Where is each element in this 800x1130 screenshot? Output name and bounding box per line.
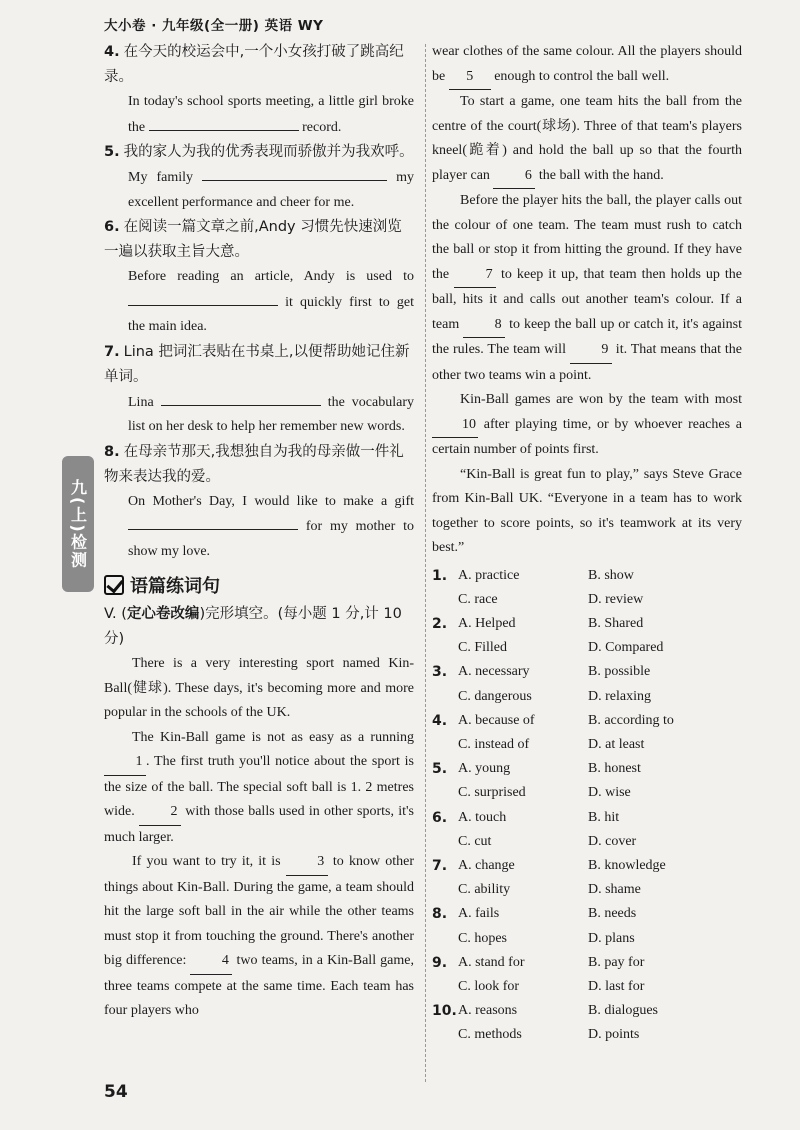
option-a[interactable]: A. fails [458,906,500,922]
option-number: 5. [432,761,448,778]
option-row [432,781,742,805]
option-c[interactable]: C. cut [458,833,492,849]
option-c[interactable]: C. ability [458,882,511,898]
option-d[interactable]: D. at least [588,736,645,752]
passage-right [432,40,742,561]
option-number: 4. [432,712,448,729]
option-row [432,564,742,588]
option-a[interactable]: A. stand for [458,954,525,970]
option-d[interactable]: D. wise [588,785,631,801]
passage-left [104,652,414,1024]
passage-paragraph [104,726,414,851]
passage-text: . The first truth you'll notice about the sport is the size of the ball. The special soft ball is 1. 2 metres wide. [104,754,414,819]
cloze-blank: 9 [570,338,612,364]
question-english-after: for my mother to show my love. [128,519,414,559]
option-number: 7. [432,857,448,874]
question-english [104,390,414,440]
passage-paragraph [432,40,742,90]
option-number: 6. [432,809,448,826]
option-c[interactable]: C. dangerous [458,688,532,704]
answer-blank[interactable] [202,165,387,181]
cloze-blank: 2 [139,800,181,826]
option-number: 2. [432,615,448,632]
option-c[interactable]: C. methods [458,1027,522,1043]
passage-text: wear clothes of the same colour. All the players should be [432,44,742,84]
option-row [432,1023,742,1047]
passage-text: two teams, in a Kin-Ball game, three teams compete at the same time. Each team has four players who [104,953,414,1018]
option-a[interactable]: A. reasons [458,1003,518,1019]
question-number: 5. [104,144,120,160]
option-b[interactable]: B. needs [588,906,637,922]
option-row [432,660,742,684]
option-row [432,709,742,733]
section-title [104,572,414,598]
option-a[interactable]: A. because of [458,712,535,728]
option-c[interactable]: C. race [458,591,498,607]
question-item [104,440,414,565]
answer-blank[interactable] [128,290,278,306]
section-title-text: 语篇练词句 [130,576,220,597]
right-column [432,40,742,1048]
passage-paragraph [432,90,742,189]
option-number: 8. [432,906,448,923]
page-header: 大小卷 · 九年级(全一册) 英语 WY [104,18,324,34]
passage-text: Kin-Ball games are won by the team with most [460,392,742,407]
passage-paragraph [432,388,742,463]
passage-text: If you want to try it, it is [132,854,286,869]
option-c[interactable]: C. look for [458,978,520,994]
option-row [432,999,742,1023]
passage-text: to keep the ball up or catch it, it's against the rules. The team will [432,316,742,357]
option-row [432,806,742,830]
option-number-spacer [432,588,458,612]
question-number: 8. [104,443,120,460]
passage-paragraph [432,189,742,388]
passage-text: Before the player hits the ball, the player calls out the colour of one team. The team must rush to catch the ball or stop it from hitting the ground. If they have the [432,193,742,282]
option-d[interactable]: D. review [588,591,644,607]
question-item [104,340,414,440]
option-number-spacer [432,1023,458,1047]
question-chinese-text: Lina 把词汇表贴在书桌上,以便帮助她记住新单词。 [104,343,410,385]
question-chinese [104,215,414,265]
option-number: 10. [432,1003,457,1020]
option-row [432,588,742,612]
question-number: 6. [104,219,120,235]
option-number-spacer [432,878,458,902]
cloze-blank: 7 [454,263,496,289]
option-row [432,854,742,878]
options-list [432,564,742,1048]
option-row [432,830,742,854]
question-english [104,90,414,140]
question-chinese-text: 在母亲节那天,我想独自为我的母亲做一件礼物来表达我的爱。 [104,443,404,485]
option-row [432,685,742,709]
option-row [432,878,742,902]
option-number: 1. [432,567,448,584]
question-chinese-text: 我的家人为我的优秀表现而骄傲并为我欢呼。 [123,144,414,160]
question-item [104,215,414,340]
translation-questions [104,40,414,564]
option-row [432,951,742,975]
cloze-instruction: V. (定心卷改编)完形填空。(每小题 1 分,计 10 分) [104,606,402,647]
passage-paragraph [432,463,742,561]
option-row [432,975,742,999]
option-row [432,733,742,757]
option-d[interactable]: D. last for [588,978,645,994]
option-number-spacer [432,781,458,805]
question-english [104,490,414,565]
question-english-after: it quickly first to get the main idea. [128,294,414,334]
cloze-blank: 8 [463,313,505,339]
question-english-before: On Mother's Day, I would like to make a gift [128,493,414,509]
question-english [104,265,414,340]
option-row [432,927,742,951]
question-chinese-text: 在阅读一篇文章之前,Andy 习惯先快速浏览一遍以获取主旨大意。 [104,219,402,260]
option-d[interactable]: D. cover [588,833,637,849]
passage-text: The Kin-Ball game is not as easy as a running [132,729,414,745]
passage-paragraph [104,652,414,726]
option-b[interactable]: B. dialogues [588,1003,658,1019]
question-chinese [104,440,414,490]
option-number: 9. [432,954,448,971]
option-a[interactable]: A. young [458,761,511,777]
left-column [104,40,414,1024]
answer-blank[interactable] [128,514,298,530]
option-d[interactable]: D. relaxing [588,688,651,704]
option-number: 3. [432,664,448,681]
cloze-blank: 1 [104,750,146,776]
question-chinese [104,40,414,90]
question-number: 7. [104,343,120,360]
answer-blank[interactable] [161,390,321,406]
question-english-after: the vocabulary list on her desk to help her remember new words. [128,394,414,434]
side-tab: 九(上)检测 [62,456,94,592]
option-c[interactable]: C. instead of [458,736,530,752]
cloze-blank: 5 [449,65,491,91]
option-b[interactable]: B. according to [588,712,674,728]
cloze-blank: 4 [190,949,232,975]
option-a[interactable]: A. necessary [458,664,530,680]
passage-text: enough to control the ball well. [490,68,670,84]
passage-text: it. That means that the other two teams win a point. [432,342,742,383]
checkmark-icon [104,575,124,595]
option-b[interactable]: B. possible [588,664,651,680]
question-number: 4. [104,44,120,60]
option-c[interactable]: C. Filled [458,640,508,656]
option-c[interactable]: C. surprised [458,785,526,801]
question-chinese [104,340,414,390]
question-chinese [104,140,414,165]
option-b[interactable]: B. hit [588,809,620,825]
column-divider [425,44,426,1082]
question-english [104,165,414,215]
passage-text: to know other things about Kin-Ball. During the game, a team should hit the large soft ball in the air while the other teams must stop it from touching the ground. There's another big difference: [104,854,414,968]
option-number-spacer [432,830,458,854]
option-b[interactable]: B. honest [588,761,641,777]
instruction-source: 定心卷改编 [126,606,200,622]
question-english-before: My family [128,170,194,185]
cloze-blank: 3 [286,850,328,876]
option-a[interactable]: A. change [458,857,515,873]
passage-text: to keep it up, that team then holds up the ball, hits it and calls out another team's colour. If a team [432,266,742,332]
option-number-spacer [432,685,458,709]
option-number-spacer [432,636,458,660]
option-number-spacer [432,927,458,951]
option-b[interactable]: B. Shared [588,615,644,631]
passage-text: To start a game, one team hits the ball from the centre of the court(球场). Three of that team's players kneel(跪着) and hold the ball up so that the fourth player can [432,94,742,183]
option-c[interactable]: C. hopes [458,930,507,946]
question-item [104,140,414,215]
question-english-after: record. [302,119,342,135]
option-a[interactable]: A. practice [458,567,520,583]
option-d[interactable]: D. plans [588,930,635,946]
option-a[interactable]: A. Helped [458,615,516,631]
question-english-before: Lina [128,394,154,410]
passage-text: with those balls used in other sports, it's much larger. [104,804,414,845]
passage-text: “Kin-Ball is great fun to play,” says Steve Grace from Kin-Ball UK. “Everyone in a team has to work together to score points, so it's teamwork at its very best.” [432,466,742,555]
option-row [432,612,742,636]
cloze-blank: 10 [432,413,478,439]
page-number: 54 [104,1082,128,1102]
question-item [104,40,414,140]
option-number-spacer [432,975,458,999]
passage-paragraph [104,850,414,1024]
option-d[interactable]: D. points [588,1027,640,1043]
option-row [432,636,742,660]
answer-blank[interactable] [149,115,299,131]
question-english-after: my excellent performance and cheer for me. [128,170,415,210]
option-b[interactable]: B. pay for [588,954,645,970]
question-english-before: In today's school sports meeting, a little girl broke the [128,94,414,135]
option-row [432,902,742,926]
passage-text: There is a very interesting sport named Kin-Ball(健球). These days, it's becoming more and more popular in the schools of the UK. [104,656,414,720]
question-english-before: Before reading an article, Andy is used to [128,269,414,284]
option-a[interactable]: A. touch [458,809,507,825]
option-number-spacer [432,733,458,757]
question-chinese-text: 在今天的校运会中,一个小女孩打破了跳高纪录。 [104,44,404,85]
cloze-blank: 6 [493,164,535,190]
option-b[interactable]: B. show [588,567,634,583]
option-d[interactable]: D. shame [588,882,641,898]
passage-text: the ball with the hand. [535,167,664,183]
option-b[interactable]: B. knowledge [588,857,666,873]
option-d[interactable]: D. Compared [588,640,664,656]
passage-text: after playing time, or by whoever reaches a certain number of points first. [432,416,742,457]
option-row [432,757,742,781]
